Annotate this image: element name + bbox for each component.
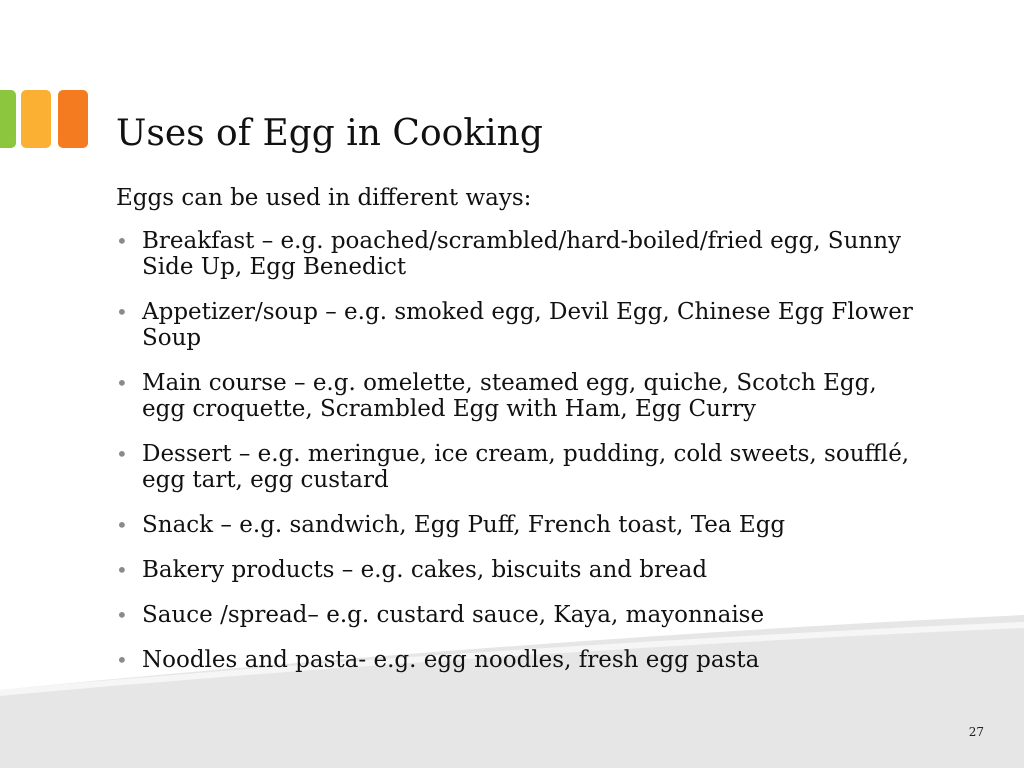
bullet-item-bakery	[116, 557, 916, 583]
bullet-item-sauce	[116, 602, 916, 628]
bullet-icon: •	[116, 229, 128, 253]
accent-blocks-logo	[0, 90, 90, 148]
yellow-accent-block	[21, 90, 51, 148]
bullet-text: Snack – e.g. sandwich, Egg Puff, French toast, Tea Egg	[142, 512, 786, 538]
bullet-icon: •	[116, 442, 128, 466]
bullet-item-main-course	[116, 370, 916, 422]
bullet-icon: •	[116, 648, 128, 672]
bullet-text: Appetizer/soup – e.g. smoked egg, Devil Egg, Chinese Egg Flower Soup	[142, 299, 913, 351]
green-accent-block	[0, 90, 16, 148]
bullet-text: Breakfast – e.g. poached/scrambled/hard-boiled/fried egg, Sunny Side Up, Egg Benedict	[142, 228, 901, 280]
bullet-icon: •	[116, 603, 128, 627]
bullet-icon: •	[116, 371, 128, 395]
bullet-list	[116, 228, 916, 692]
bullet-icon: •	[116, 558, 128, 582]
page-number: 27	[968, 725, 984, 739]
bullet-text: Sauce /spread– e.g. custard sauce, Kaya, mayonnaise	[142, 602, 765, 628]
orange-accent-block	[58, 90, 88, 148]
bullet-item-breakfast	[116, 228, 916, 280]
bullet-item-appetizer	[116, 299, 916, 351]
bullet-item-dessert	[116, 441, 916, 493]
bullet-text: Bakery products – e.g. cakes, biscuits and bread	[142, 557, 708, 583]
slide-title: Uses of Egg in Cooking	[116, 113, 543, 154]
bullet-icon: •	[116, 300, 128, 324]
bullet-item-noodles	[116, 647, 916, 673]
bullet-icon: •	[116, 513, 128, 537]
intro-text: Eggs can be used in different ways:	[116, 185, 532, 211]
bullet-text: Noodles and pasta- e.g. egg noodles, fresh egg pasta	[142, 647, 760, 673]
bullet-text: Dessert – e.g. meringue, ice cream, pudding, cold sweets, soufflé, egg tart, egg custard	[142, 441, 910, 493]
bullet-item-snack	[116, 512, 916, 538]
bullet-text: Main course – e.g. omelette, steamed egg, quiche, Scotch Egg, egg croquette, Scrambled Egg with Ham, Egg Curry	[142, 370, 877, 422]
